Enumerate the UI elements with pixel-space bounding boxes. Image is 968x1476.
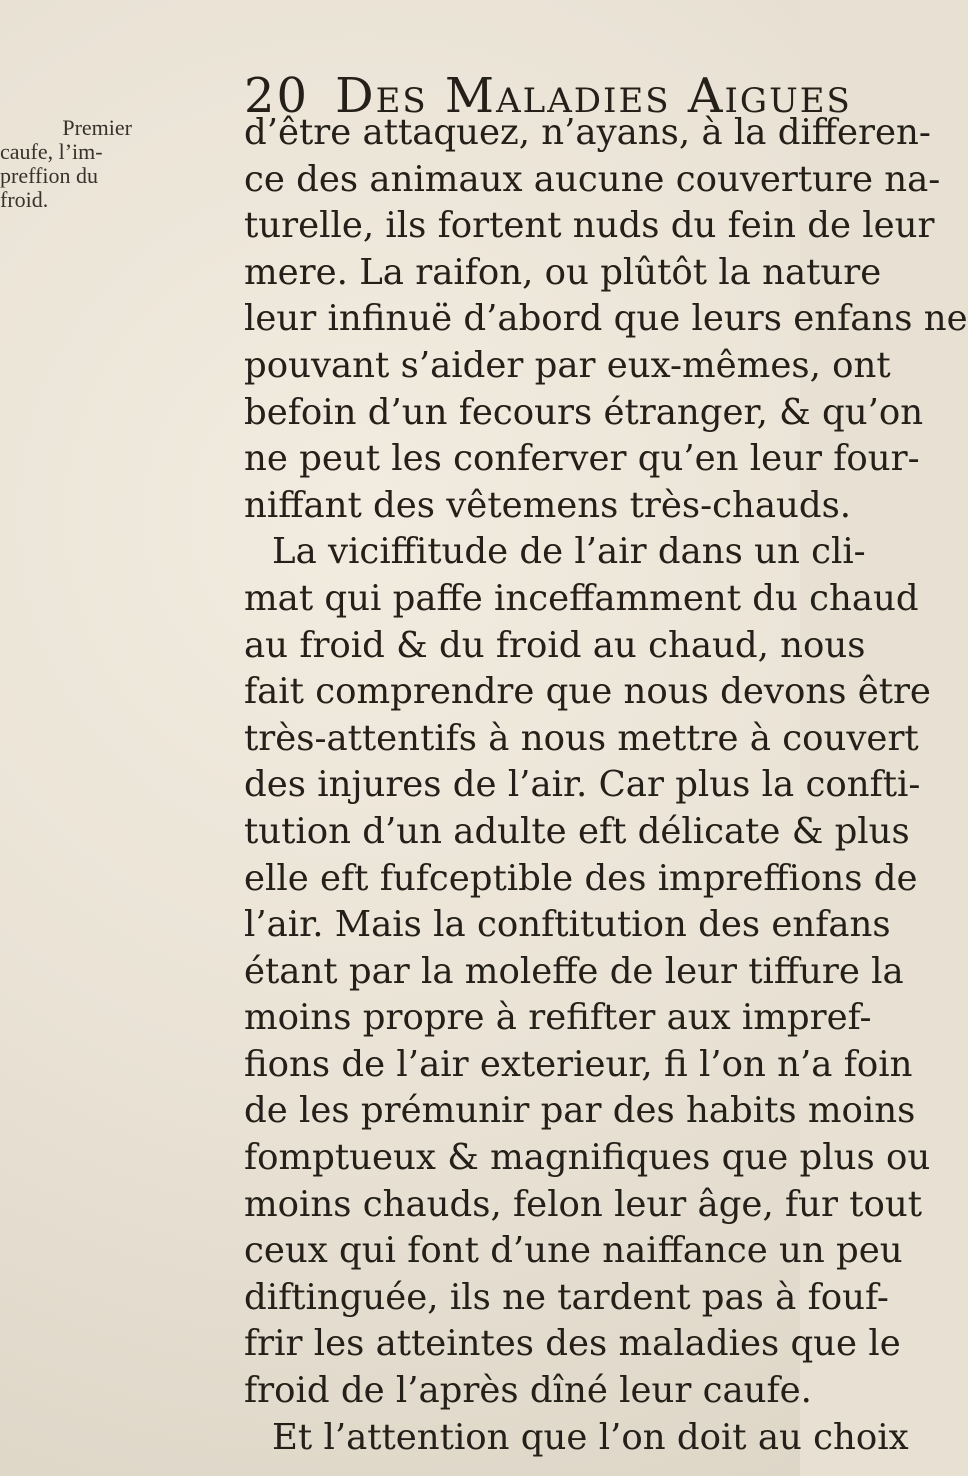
text-line: des injures de l’air. Car plus la confti- [244, 764, 921, 806]
text-line: de les prémunir par des habits moins [244, 1090, 916, 1132]
text-line: Et l’attention que l’on doit au choix [272, 1416, 909, 1458]
text-line: d’être attaquez, n’ayans, à la differen- [244, 112, 931, 153]
text-line: moins chauds, felon leur âge, fur tout [244, 1183, 923, 1225]
text-line: fomptueux & magnifiques que plus ou [244, 1137, 931, 1179]
body-text [244, 110, 968, 1461]
text-line: befoin d’un fecours étranger, & qu’on [244, 391, 924, 433]
text-line: froid de l’après dîné leur caufe. [244, 1370, 812, 1412]
text-line: ceux qui font d’une naiffance un peu [244, 1230, 903, 1272]
text-line: fions de l’air exterieur, fi l’on n’a foin [244, 1043, 913, 1085]
text-line: pouvant s’aider par eux-mêmes, ont [244, 344, 891, 386]
text-line: tution d’un adulte eft délicate & plus [244, 810, 910, 852]
text-line: mere. La raifon, ou plûtôt la nature [244, 251, 882, 293]
text-line: elle eft fufceptible des impreffions de [244, 857, 918, 899]
page-number: 20 [244, 68, 310, 124]
text-line: niffant des vêtemens très-chauds. [244, 484, 852, 526]
margin-note [0, 116, 132, 212]
margin-note-line: froid. [0, 187, 49, 212]
text-line: fait comprendre que nous devons être [244, 671, 931, 713]
text-line: ce des animaux aucune couverture na- [244, 158, 941, 200]
margin-note-line: preffion du [0, 163, 98, 188]
text-line: diftinguée, ils ne tardent pas à fouf- [244, 1276, 889, 1318]
text-line: ne peut les conferver qu’en leur four- [244, 438, 920, 480]
text-line: étant par la moleffe de leur tiffure la [244, 950, 904, 992]
text-line: La viciffitude de l’air dans un cli- [272, 531, 866, 573]
text-line: au froid & du froid au chaud, nous [244, 624, 866, 666]
text-line: mat qui paffe inceffamment du chaud [244, 577, 919, 619]
margin-note-line: caufe, l’im- [0, 139, 103, 164]
text-line: frir les atteintes des maladies que le [244, 1323, 901, 1365]
text-line: turelle, ils fortent nuds du fein de leur [244, 205, 935, 247]
running-title: Des Maladies Aigues [335, 68, 852, 124]
margin-note-title: Premier [62, 115, 132, 140]
text-line: l’air. Mais la conftitution des enfans [244, 904, 891, 946]
text-line: moins propre à refifter aux impref- [244, 997, 872, 1039]
text-line: leur infinuë d’abord que leurs enfans ne [244, 298, 968, 340]
text-line: très-attentifs à nous mettre à couvert [244, 717, 919, 759]
